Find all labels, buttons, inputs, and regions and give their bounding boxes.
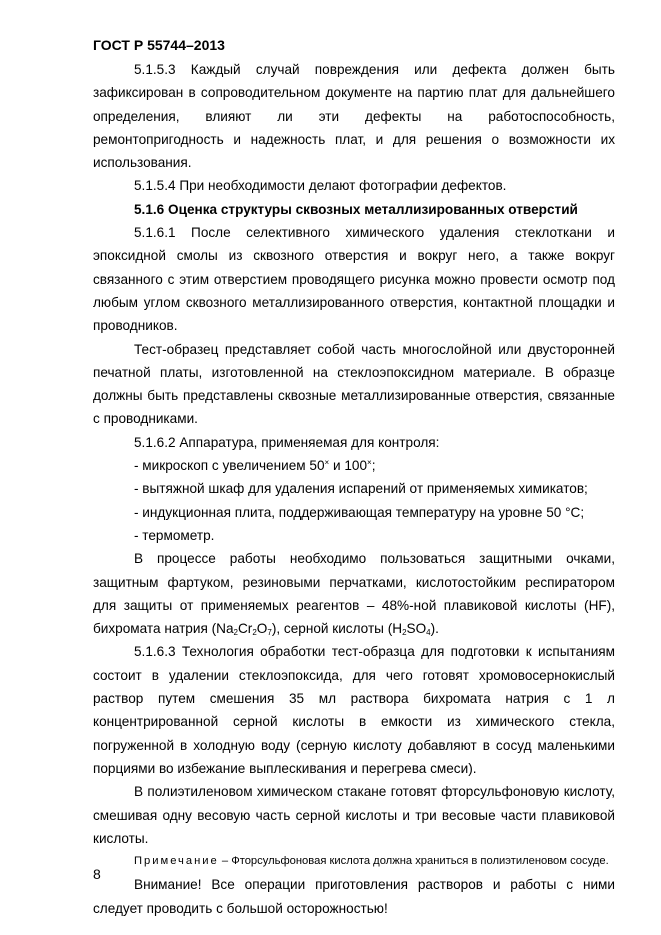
paragraph-5-1-6-3: 5.1.6.3 Технология обработки тест-образца для подготовки к испытаниям состоит в удалении стеклоэпоксида, для чего готовят хромовосернокислый раствор путем смешения 35 мл раствора бихромата натрия с 1 л концентрированной серной кислоты в емкости из химического стекла, погруженной в холодную воду (серную кислоту добавляют в сосуд маленькими порциями во избежание выплескивания и перегрева смеси).: [93, 644, 615, 776]
paragraph-warning: Внимание! Все операции приготовления растворов и работы с ними следует проводить с большой осторожностью!: [93, 877, 615, 916]
paragraph-5-1-5-3: 5.1.5.3 Каждый случай повреждения или дефекта должен быть зафиксирован в сопроводительном документе на партию плат для дальнейшего определения, влияют ли эти дефекты на работоспособность, ремонтопригодность и надежность плат, и для решения о возможности их использования.: [93, 62, 615, 171]
paragraph-safety-equipment: В процессе работы необходимо пользоваться защитными очками, защитным фартуком, резиновыми перчатками, кислотостойким респиратором для защиты от применяемых реагентов – 48%-ной плавиковой кислоты (HF), бихромата натрия $(Na_2Cr_2O_7)$, серной кислоты $(H_2SO_4)$.: [93, 551, 615, 638]
note-label: Примечание: [134, 855, 219, 868]
list-item-thermometer: - термометр.: [134, 527, 215, 543]
paragraph-5-1-5-4: 5.1.5.4 При необходимости делают фотографии дефектов.: [134, 178, 507, 194]
note-text: – Фторсульфоновая кислота должна храниться в полиэтиленовом сосуде.: [218, 855, 609, 868]
list-item-induction-plate: - индукционная плита, поддерживающая температуру на уровне 50 °С;: [134, 504, 585, 520]
paragraph-5-1-6-1: 5.1.6.1 После селективного химического удаления стеклоткани и эпоксидной смолы из сквозного отверстия и вокруг него, а также вокруг связанного с этим отверстием проводящего рисунка можно провести осмотр под любым углом сквозного металлизированного отверстия, контактной площадки и проводников.: [93, 225, 615, 334]
section-heading-5-1-6: 5.1.6 Оценка структуры сквозных металлизированных отверстий: [134, 201, 578, 217]
list-item-fume-hood: - вытяжной шкаф для удаления испарений от применяемых химикатов;: [134, 481, 588, 497]
note: [93, 850, 615, 873]
list-item-microscope: - микроскоп с увеличением 50× и 100×;: [134, 458, 376, 474]
document-body: [93, 58, 615, 920]
paragraph-5-1-6-2: 5.1.6.2 Аппаратура, применяемая для контроля:: [134, 434, 440, 450]
paragraph-test-sample: Тест-образец представляет собой часть многослойной или двусторонней печатной платы, изготовленной на стеклоэпоксидном материале. В образце должны быть представлены сквозные металлизированные отверстия, связанные с проводниками.: [93, 341, 615, 427]
page-number: 8: [93, 866, 101, 882]
document-header: ГОСТ Р 55744–2013: [93, 37, 225, 53]
paragraph-fluorosulfonic-acid: В полиэтиленовом химическом стакане готовят фторсульфоновую кислоту, смешивая одну весовую часть серной кислоты и три весовые части плавиковой кислоты.: [93, 784, 615, 846]
